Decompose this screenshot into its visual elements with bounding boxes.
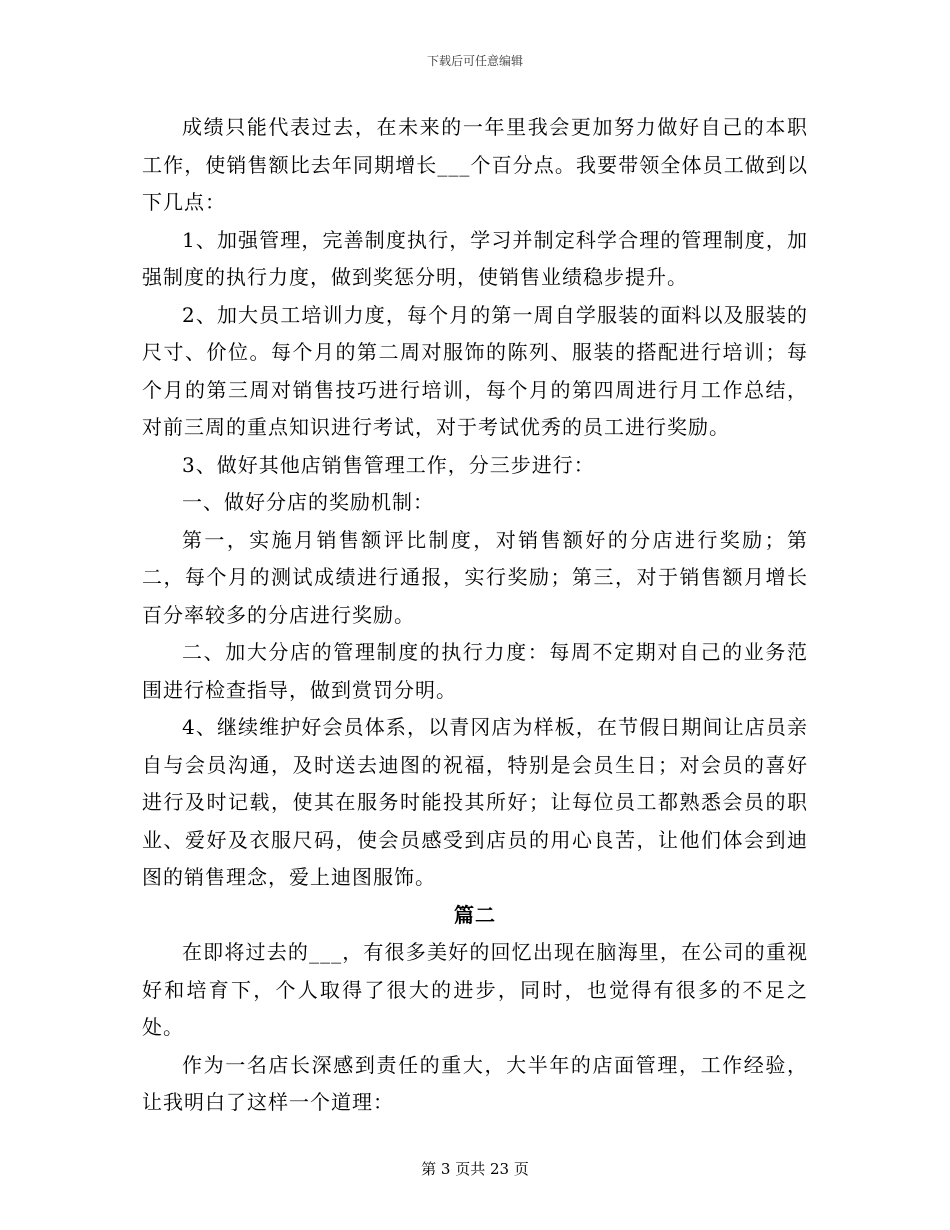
page-footer: 第 3 页共 23 页	[421, 1160, 529, 1178]
paragraph-point-2: 2、加大员工培训力度，每个月的第一周自学服装的面料以及服装的尺寸、价位。每个月的第二周对服饰的陈列、服装的搭配进行培训；每个月的第三周对销售技巧进行培训，每个月的第四周进行月工作总结，对前三周的重点知识进行考试，对于考试优秀的员工进行奖励。	[142, 302, 808, 439]
document-body	[142, 109, 808, 1122]
paragraph-point-1: 1、加强管理，完善制度执行，学习并制定科学合理的管理制度，加强制度的执行力度，做到奖惩分明，使销售业绩稳步提升。	[142, 227, 808, 289]
paragraph-sub-2: 二、加大分店的管理制度的执行力度：每周不定期对自己的业务范围进行检查指导，做到赏罚分明。	[142, 640, 808, 702]
paragraph-point-4: 4、继续维护好会员体系，以青冈店为样板，在节假日期间让店员亲自与会员沟通，及时送去迪图的祝福，特别是会员生日；对会员的喜好进行及时记载，使其在服务时能投其所好；让每位员工都熟悉会员的职业、爱好及衣服尺码，使会员感受到店员的用心良苦，让他们体会到迪图的销售理念，爱上迪图服饰。	[142, 715, 808, 889]
section-title: 篇二	[454, 902, 496, 927]
page-header: 下载后可任意编辑	[426, 54, 523, 68]
paragraph-intro: 成绩只能代表过去，在未来的一年里我会更加努力做好自己的本职工作，使销售额比去年同期增长___个百分点。我要带领全体员工做到以下几点：	[142, 115, 808, 214]
paragraph-point-3: 3、做好其他店销售管理工作，分三步进行：	[182, 452, 595, 477]
paragraph-section2-2: 作为一名店长深感到责任的重大，大半年的店面管理，工作经验，让我明白了这样一个道理：	[142, 1052, 808, 1114]
paragraph-section2-1: 在即将过去的___，有很多美好的回忆出现在脑海里，在公司的重视好和培育下，个人取得了很大的进步，同时，也觉得有很多的不足之处。	[142, 940, 808, 1039]
paragraph-sub-1-detail: 第一，实施月销售额评比制度，对销售额好的分店进行奖励；第二，每个月的测试成绩进行通报，实行奖励；第三，对于销售额月增长百分率较多的分店进行奖励。	[142, 527, 808, 627]
paragraph-sub-1: 一、做好分店的奖励机制：	[182, 490, 434, 514]
